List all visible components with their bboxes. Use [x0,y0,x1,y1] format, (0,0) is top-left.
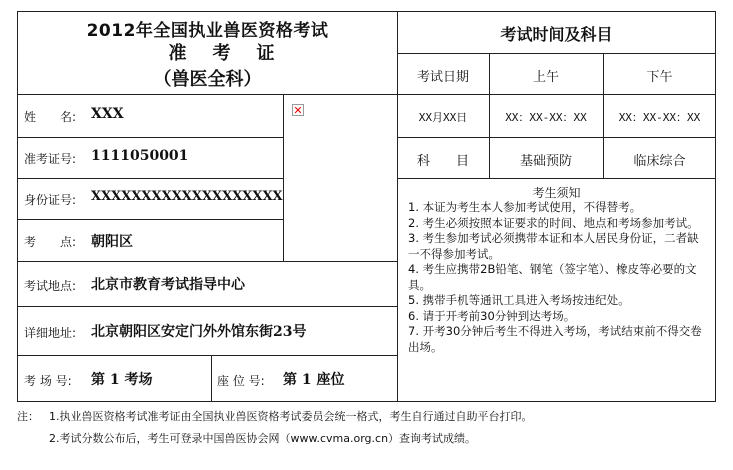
exam-location-value: 北京市教育考试指导中心 [91,277,245,293]
seat-number-value: 第 1 座位 [283,372,345,388]
exam-number-value: 1111050001 [91,148,189,164]
id-number-value: XXXXXXXXXXXXXXXXXXX [91,189,283,204]
afternoon-column-header: 下午 [646,70,673,85]
notice-title: 考生须知 [532,186,581,200]
notice-item: 3. 考生参加考试必须携带本证和本人居民身份证，二者缺一不得参加考试。 [408,231,699,261]
notice-item: 5. 携带手机等通讯工具进入考场按违纪处。 [408,293,630,307]
exam-room-value: 第 1 考场 [91,372,153,388]
divider [17,219,283,220]
exam-location-label: 考试地点: [24,279,77,293]
broken-image-icon: ✕ [293,104,303,117]
address-label: 详细地址: [24,326,77,340]
divider [211,355,212,402]
exam-title: 2012年全国执业兽医资格考试 [86,21,329,41]
footnote-line-2: 2.考试分数公布后，考生可登录中国兽医协会网（www.cvma.org.cn）查询考试成绩。 [49,432,477,445]
address-value: 北京朝阳区安定门外外馆东街23号 [91,324,307,340]
morning-time-value: XX：XX-XX：XX [505,111,587,124]
footnote-line-1: 1.执业兽医资格考试准考证由全国执业兽医资格考试委员会统一格式，考生自行通过自助平台打印。 [49,410,533,423]
exam-site-value: 朝阳区 [91,234,133,250]
schedule-title: 考试时间及科目 [500,25,613,44]
exam-room-label: 考 场 号: [24,374,72,388]
afternoon-time-value: XX：XX-XX：XX [618,111,701,124]
notice-item: 7. 开考30分钟后考生不得进入考场，考试结束前不得交卷出场。 [408,324,702,354]
divider [397,178,716,179]
id-number-label: 身份证号: [24,193,77,207]
name-value: XXX [91,106,124,122]
footnote-label: 注： [17,410,39,423]
exam-category: （兽医全科） [153,69,262,90]
notice-item: 2. 考生必须按照本证要求的时间、地点和考场参加考试。 [408,215,699,230]
notice-item: 6. 请于开考前30分钟到达考场。 [408,308,576,323]
name-label: 姓 名: [24,110,77,124]
afternoon-subject-value: 临床综合 [633,154,686,169]
notice-item: 4. 考生应携带2B铅笔、钢笔（签字笔）、橡皮等必要的文具。 [408,262,697,292]
exam-date-value: XX月XX日 [418,111,468,124]
divider [17,94,398,95]
morning-subject-value: 基础预防 [519,154,572,169]
exam-number-label: 准考证号: [24,152,77,166]
divider [283,94,284,261]
divider [397,137,716,138]
divider [397,94,716,95]
morning-column-header: 上午 [532,70,559,85]
seat-number-label: 座 位 号: [217,374,265,388]
divider [17,261,398,262]
divider [17,355,398,356]
divider [17,306,398,307]
notice-item: 1. 本证为考生本人参加考试使用，不得替考。 [408,200,642,214]
subject-label: 科 目 [416,154,469,169]
notice-list [408,200,708,355]
divider [17,178,283,179]
admission-ticket-title: 准考证 [168,43,301,64]
date-column-header: 考试日期 [416,70,469,85]
exam-site-label: 考 点: [24,235,77,249]
divider [397,53,716,54]
divider [17,137,283,138]
